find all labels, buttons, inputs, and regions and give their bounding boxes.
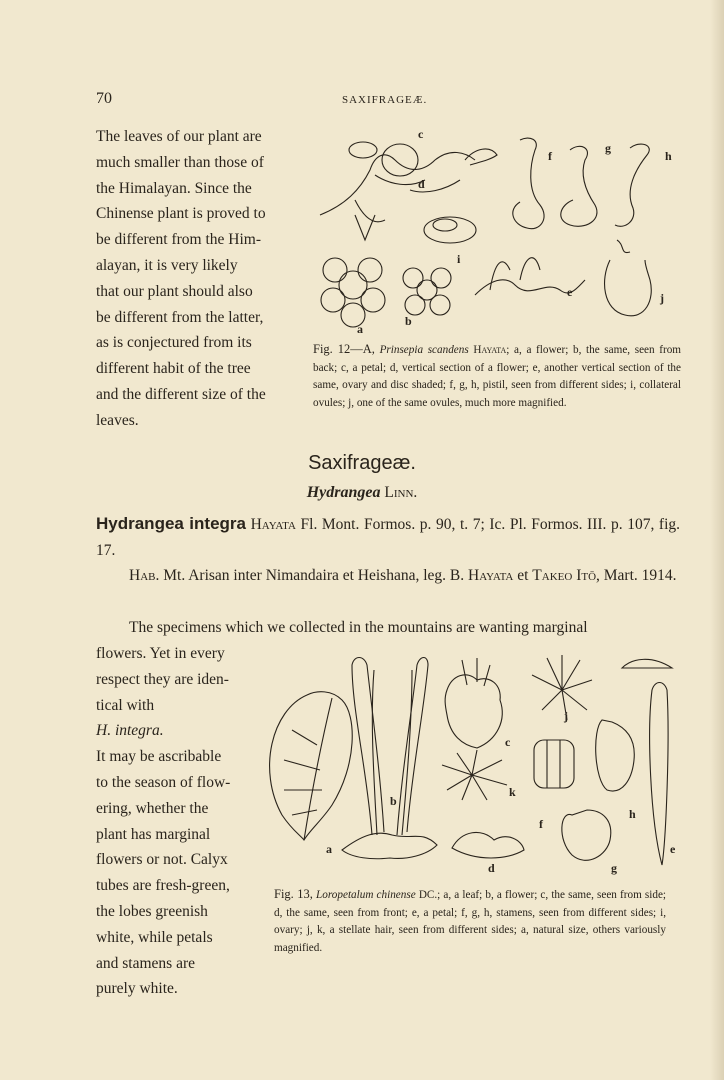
fig12-label: f: [548, 149, 552, 163]
fig13-label: c: [505, 735, 511, 749]
collector-name: Takeo Itō: [532, 567, 597, 584]
running-head: SAXIFRAGEÆ.: [342, 94, 428, 106]
text-line: much smaller than those of: [96, 153, 264, 171]
text-line: flowers or not. Calyx: [96, 851, 228, 869]
text-line: and the different size of the: [96, 385, 266, 403]
text-line: It may be ascribable: [96, 748, 222, 766]
text-line: be different from the latter,: [96, 308, 264, 326]
fig12-label: a: [357, 322, 363, 336]
text-line: respect they are iden-: [96, 670, 229, 688]
fig12-label: c: [418, 130, 424, 141]
note-paragraph: [96, 641, 250, 1002]
species-name: Hydrangea integra: [96, 514, 246, 533]
caption-taxon: Prinsepia scandens: [379, 344, 469, 356]
fig12-label: h: [665, 149, 672, 163]
caption-author: Hayata: [473, 344, 507, 356]
text-line: The leaves of our plant are: [96, 128, 262, 145]
section-title: Saxifrageæ.: [308, 452, 416, 474]
text-line: that our plant should also: [96, 282, 253, 300]
habitat-text: et: [513, 567, 533, 584]
text-line: purely white.: [96, 980, 178, 998]
page-number: 70: [96, 90, 112, 107]
text-line: the Himalayan. Since the: [96, 179, 252, 197]
text-line: and stamens are: [96, 954, 195, 972]
fig13-label: g: [611, 861, 617, 875]
fig13-label: d: [488, 861, 495, 875]
habitat-text: Mt. Arisan inter Nimandaira et Heishana, leg. B.: [159, 567, 468, 584]
caption-taxon: Loropetalum chinense: [316, 889, 416, 901]
fig12-label: j: [660, 291, 664, 305]
figure-13-illustration: [262, 650, 682, 875]
species-citation: Fl. Mont. Formos. p. 90, t. 7; Ic. Pl. Formos. III. p. 107, fig. 17.: [96, 516, 681, 559]
caption-text: ; a, a flower; b, the same, seen from back; c, a petal; d, vertical section of a flower; e, another vertical section of the same, ovary and disc shaded; f, g, h, pistil, seen from different sides; i, collateral ovules; j, one of the same ovules, much more magnified.: [313, 344, 681, 409]
text-line: plant has marginal: [96, 825, 211, 843]
habitat-text: , Mart. 1914.: [596, 567, 677, 584]
fig13-label: b: [390, 794, 397, 808]
intro-paragraph: [96, 124, 302, 434]
text-line: flowers. Yet in every: [96, 645, 225, 662]
text-line: leaves.: [96, 411, 139, 429]
note-first-line: The specimens which we collected in the mountains are wanting marginal: [129, 619, 588, 636]
figure-13-caption: [274, 886, 666, 957]
text-fragment: tical with: [96, 696, 155, 714]
text-line: be different from the Him-: [96, 231, 261, 249]
figure-12-illustration: [315, 130, 685, 340]
text-line: as is conjectured from its: [96, 334, 252, 352]
page-edge-shadow: [710, 0, 724, 1080]
text-line: white, while petals: [96, 928, 213, 946]
caption-author: DC.: [418, 889, 438, 901]
caption-label: Fig. 12—A,: [313, 342, 375, 356]
text-line: tubes are fresh-green,: [96, 877, 230, 895]
fig13-label: f: [539, 817, 543, 831]
text-line: the lobes greenish: [96, 902, 208, 920]
figure-12-caption: [313, 341, 681, 412]
fig12-label: g: [605, 141, 611, 155]
fig13-label: e: [670, 842, 676, 856]
text-line: ering, whether the: [96, 799, 209, 817]
genus-name: Hydrangea: [306, 484, 381, 501]
species-reference: H. integra.: [96, 722, 164, 740]
text-line: different habit of the tree: [96, 360, 251, 378]
text-line: to the season of flow-: [96, 773, 231, 791]
fig13-label: h: [629, 807, 636, 821]
species-author: Hayata: [250, 516, 296, 533]
fig13-label: k: [509, 785, 516, 799]
text-line: Chinense plant is proved to: [96, 205, 266, 223]
fig12-label: i: [457, 252, 461, 266]
fig13-label: a: [326, 842, 332, 856]
caption-label: Fig. 13,: [274, 887, 313, 901]
fig13-label: j: [564, 709, 568, 723]
fig12-label: b: [405, 314, 412, 328]
text-line: [96, 693, 250, 745]
collector-name: Hayata: [468, 567, 514, 584]
habitat-abbr: Hab.: [129, 567, 160, 584]
habitat-entry: [96, 563, 680, 589]
species-entry: [96, 511, 680, 564]
caption-text: ; a, a leaf; b, a flower; c, the same, seen from side; d, the same, seen from front; e, a petal; f, g, h, stamens, seen from different sides; i, ovary; j, k, a stellate hair, seen from different sides; a, natural size, others variously magnified.: [274, 889, 667, 954]
genus-author: Linn.: [384, 484, 418, 501]
text-line: alayan, it is very likely: [96, 256, 238, 274]
fig12-label: e: [567, 285, 573, 299]
fig12-label: d: [418, 177, 425, 191]
genus-heading: [0, 484, 724, 502]
